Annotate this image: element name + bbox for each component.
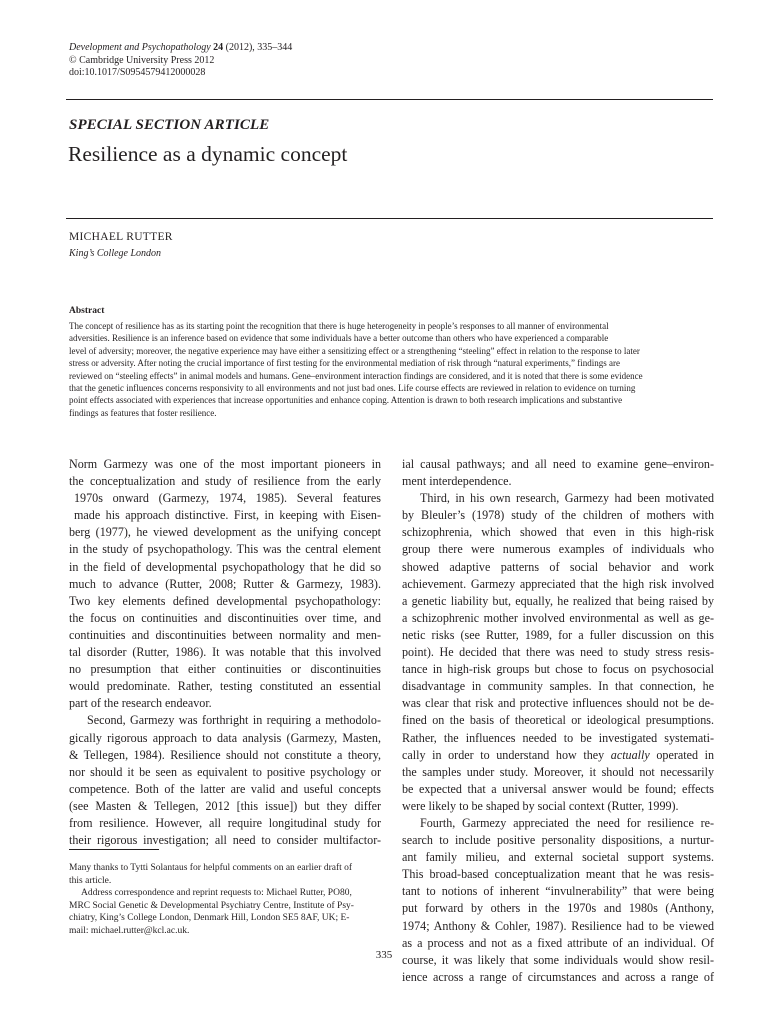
author-affiliation: King’s College London (69, 248, 162, 259)
body-line: ant family milieu, and external societal support systems. (402, 850, 714, 865)
body-line: point). He decided that there was need to study stress resis- (402, 645, 714, 660)
body-line: course, it was likely that some individuals would show resil- (402, 952, 714, 967)
body-line: ial causal pathways; and all need to examine gene–environ- (402, 457, 714, 471)
footnote-line: Many thanks to Tytti Solantaus for helpful comments on an earlier draft of (69, 863, 353, 873)
body-line: would predominate. Rather, testing constituted an essential (69, 679, 381, 694)
journal-info (69, 42, 292, 80)
author-name: MICHAEL RUTTER (69, 231, 173, 243)
body-line: Third, in his own research, Garmezy had been motivated (420, 491, 714, 506)
journal-year-pages: (2012), 335–344 (225, 42, 293, 53)
body-line: & Tellegen, 1984). Resilience should not constitute a theory, (69, 747, 381, 762)
body-line: Norm Garmezy was one of the most important pioneers in (69, 457, 381, 471)
body-line: berg (1977), he viewed development as the unifying concept (69, 525, 381, 540)
abstract-line: level of adversity; moreover, the negative experience may have either a sensitizing effect or a strengthening “steeling” effect in relation to the response to later (69, 345, 640, 356)
body-line: put forward by others in the 1970s and 1980s (Anthony, (402, 901, 714, 916)
body-line: (see Masten & Tellegen, 2012 [this issue]) but they differ (69, 798, 381, 813)
body-line: made his approach distinctive. First, in keeping with Eisen- (74, 508, 381, 523)
body-line: the samples under study. Moreover, it should not necessarily (402, 764, 714, 779)
body-line: a schizophrenic mother involved environmental as well as ge- (402, 610, 714, 625)
article-title: Resilience as a dynamic concept (68, 142, 348, 166)
body-line (402, 747, 714, 764)
body-text: cally in order to understand how they (402, 747, 611, 762)
footnote (69, 862, 381, 938)
abstract-line: adversities. Resilience is an inference based on evidence that some individuals have a better outcome than others who have experienced a comparable (69, 333, 609, 344)
body-column-left (69, 456, 381, 849)
footnote-line: this article. (69, 875, 112, 886)
body-line: from resilience. However, all require longitudinal study for (69, 815, 381, 830)
body-emphasis: actually (610, 747, 650, 762)
body-text: operated in (649, 747, 714, 762)
title-rule (66, 218, 713, 219)
body-line: gically rigorous approach to data analysis (Garmezy, Masten, (69, 730, 381, 745)
body-line: Two key elements defined developmental psychopathology: (69, 593, 381, 608)
abstract-line: point effects associated with experiences that increase opportunities and enhance coping. Attention is drawn to both research implications and substantive (69, 395, 623, 406)
body-line: was clear that risk and protective influences should not be de- (402, 696, 714, 711)
body-line: Fourth, Garmezy appreciated the need for resilience re- (420, 815, 714, 830)
body-line: schizophrenia, which showed that even in this high-risk (402, 525, 714, 540)
body-line: tal disorder (Rutter, 1986). It was notable that this involved (69, 645, 381, 660)
body-line: tance in high-risk groups but chose to focus on psychosocial (402, 662, 714, 677)
abstract-line: findings as features that foster resilience. (69, 407, 217, 418)
body-line: were likely to be shaped by social context (Rutter, 1999). (402, 798, 679, 813)
body-line: 1970s onward (Garmezy, 1974, 1985). Several features (74, 491, 381, 506)
abstract-line: The concept of resilience has as its starting point the recognition that there is huge heterogeneity in people’s responses to all manner of environmental (69, 321, 609, 331)
body-column-right (402, 456, 714, 986)
journal-name: Development and Psychopathology (69, 42, 211, 53)
abstract-heading: Abstract (69, 306, 105, 316)
body-line: the focus on continuities and discontinuities over time, and (69, 610, 381, 625)
body-line: achievement. Garmezy appreciated that the high risk involved (402, 576, 714, 591)
abstract-line: stress or adversity. After noting the crucial importance of first testing for the environmental mediation of risk through “natural experiments,” findings are (69, 358, 621, 369)
body-line: ience across a range of circumstances and across a range of (402, 969, 714, 984)
footnote-line: chiatry, King’s College London, Denmark Hill, London SE5 8AF, UK; E- (69, 913, 350, 924)
journal-copyright: © Cambridge University Press 2012 (69, 54, 215, 66)
abstract-line: that the genetic influences concerns responsivity to all environments and not just bad ones. Life course effects are reviewed in relation to evidence on turning (69, 383, 636, 394)
body-line: continuities and discontinuities between normality and men- (69, 627, 381, 642)
body-line: search to include positive personality dispositions, a nurtur- (402, 833, 714, 848)
footnote-line: mail: michael.rutter@kcl.ac.uk. (69, 925, 190, 936)
body-line: much to advance (Rutter, 2008; Rutter & Garmezy, 1983). (69, 576, 381, 591)
body-line: netic risks (see Rutter, 1989, for a fuller discussion on this (402, 627, 714, 642)
body-line: the conceptualization and study of resilience from the early (69, 474, 381, 489)
body-line: be expected that a universal answer would be found; effects (402, 781, 714, 796)
body-line: nor should it be seen as equivalent to positive psychology or (69, 764, 381, 779)
body-line: part of the research endeavor. (69, 696, 212, 711)
body-line: their rigorous investigation; all need to consider multifactor- (69, 833, 381, 848)
footnote-line: Address correspondence and reprint requests to: Michael Rutter, PO80, (81, 888, 352, 899)
body-line: a genetic liability but, equally, he realized that being raised by (402, 593, 714, 608)
journal-doi: doi:10.1017/S0954579412000028 (69, 67, 206, 78)
body-line: 1974; Anthony & Cohler, 1987). Resilience had to be viewed (402, 918, 714, 933)
body-line: no presumption that either continuities or discontinuities (69, 662, 381, 677)
body-line: as a process and not as a fixed attribute of an individual. Of (402, 935, 714, 950)
body-line: showed adaptive patterns of social behavior and work (402, 559, 714, 574)
body-line: This broad-based conceptualization meant that he was resis- (402, 867, 714, 882)
journal-volume: 24 (213, 42, 224, 53)
body-line: by Bleuler’s (1978) study of the children of mothers with (402, 508, 714, 523)
journal-citation (69, 42, 292, 55)
abstract-text (69, 320, 719, 419)
body-line: tant to notions of inherent “invulnerability” that were being (402, 884, 714, 899)
header-rule (66, 99, 713, 100)
body-line: competence. Both of the latter are valid and useful concepts (69, 781, 381, 796)
body-line: Rather, the influences needed to be investigated systemati- (402, 730, 714, 745)
body-line: fined on the basis of theoretical or ideological presumptions. (402, 713, 714, 728)
body-line: group there were numerous examples of individuals who (402, 542, 714, 557)
footnote-line: MRC Social Genetic & Developmental Psychiatry Centre, Institute of Psy- (69, 900, 354, 911)
body-line: disadvantage in community samples. In that connection, he (402, 679, 714, 694)
body-line: in the study of psychopathology. This was the central element (69, 542, 381, 557)
section-label: SPECIAL SECTION ARTICLE (69, 117, 270, 133)
body-line: ment interdependence. (402, 474, 512, 489)
body-line: in the field of developmental psychopathology that he did so (69, 559, 381, 574)
body-line: Second, Garmezy was forthright in requiring a methodolo- (87, 713, 381, 728)
page-number: 335 (375, 949, 393, 961)
abstract-line: reviewed on “steeling effects” in animal models and humans. Gene–environment interaction findings are considered, and it is noted that there is some evidence (69, 370, 643, 381)
footnote-rule (69, 849, 159, 850)
